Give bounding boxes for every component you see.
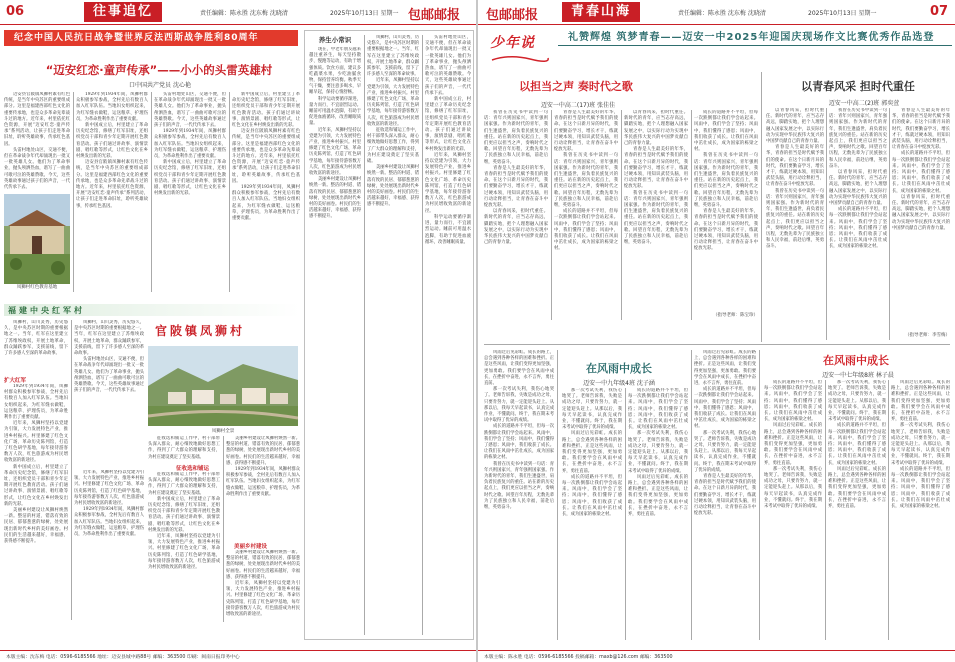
right-essay3-col1: 风雨过后见彩虹。成长的路上，总会遇到各种各样的困难和挫折。正是这些风雨，让我们变得更加坚强，更加勇敢。我们要学会在风雨中成长，在挫折中奋进，永不言弃，勇往直前。 那一次考试失利，我伤心地哭了。老师告诉我，失败是成功之母，只要肯努力，就一定能迎头赶上。从那以后，我每天早起读书，认真完成作业，不懂就问。终于，我在期末考试中取得了优异的成绩。 成长的道路并不平坦，但每一次跌倒都让我们学会站起来。风雨中，我们学会了坚持；风雨中，我们懂得了感恩；风雨中，我们收获了成长。让我们在风雨中茁壮成长，成为国家的栋梁之材。 我曾在历史书中读到一句话：青年兴则国家兴，青年强则国家强。作为新时代的青年，我们生逢盛世，肩负着民族复兴的重任。站在新的历史起点上，我们更应以担当之声，奏响时代之歌。回望百年历程，无数先辈为了民族独立和人民幸福，前赴后继，英勇奋斗。 bbox=[484, 350, 554, 511]
left-brand-logo: 包邮邮报 bbox=[408, 8, 461, 23]
left-footer: 本版主编：沈东梅 电话：0596-6185566 地址：迈安县城中路88号 邮编：363500 印刷：闽南日报印务中心 bbox=[0, 650, 477, 660]
right-essay4-col2: 那一次考试失利，我伤心地哭了。老师告诉我，失败是成功之母，只要肯努力，就一定能迎头赶上。从那以后，我每天早起读书，认真完成作业，不懂就问。终于，我在期末考试中取得了优异的成绩。 成长的道路并不平坦，但每一次跌倒都让我们学会站起来。风雨中，我们学会了坚持；风雨中，我们懂得了感恩；风雨中，我们收获了成长。让我们在风雨中茁壮成长，成为国家的栋梁之材。 风雨过后见彩虹。成长的路上，总会遇到各种各样的困难和挫折。正是这些风雨，让我们变得更加坚强，更加勇敢。我们要学会在风雨中成长，在挫折中奋进，永不言弃，勇往直前。 bbox=[828, 380, 886, 510]
left-sec2-col3: 征收选和铺运工作中，村干部带头深入群众，耐心细致地做好思想工作，得到了广大群众的理解和支持，为村庄建设奠定了坚实基础。 新中国成立后，村里建立了革命历史纪念馆，修缮了红军旧址，还组织党员干部和青少年定期开展红色教育活动。孩子们通过讲故事、演情景剧、唱红歌等形式，让红色文化在乡村焕发出新的光彩。 近年来，凤狮村坚持以党建为引领，大力发展特色产业，推进乡村振兴。村里修建了红色文化广场、革命历史陈列馆，打造了红色研学基地，每年接待游客数万人次，红色旅游成为村民增收致富的新途径。 bbox=[148, 472, 220, 571]
right-teacher1: （指导老师：陈宝珍） bbox=[713, 313, 758, 318]
right-essay2-col3: 青春是人生最美好的年华，青春的担当是时代赋予我们的使命。在这个日新月异的时代，我们要勤奋学习，增长才干，练就过硬本领，用知识武装头脑，用行动诠释担当，让青春在奋斗中绽放光彩。 成长的道路并不平坦，但每一次跌倒都让我们学会站起来。风雨中，我们学会了坚持；风雨中，我们懂得了感恩；风雨中，我们收获了成长。让我们在风雨中茁壮成长，成为国家的栋梁之材。 以青春风采，担时代重任。新时代的青年，应当志存高远，脚踏实地，把个人理想融入国家发展之中，以实际行动为实现中华民族伟大复兴的中国梦贡献自己的青春力量。 bbox=[892, 108, 950, 231]
left-sec2-col2-top: 凤狮村，山川灵秀，历史悠久，是中央苏区时期的重要根据地之一。当年，红军在这里建立了苏维埃政权，开展土地革命，群众踊跃参军，支援前线，留下了许多感人至深的革命故事。 头雷村地处山区，交通不便，但在革命战争年代却涌现出一批又一批英雄儿女。他们为了革命事业，抛头颅洒热血，谱写了一曲曲可歌可泣的英雄赞歌。今天，这些英雄故事通过孩子们的声音，一代代传承下去。 bbox=[74, 320, 144, 394]
right-teacher2: （指导老师：李雪梅） bbox=[905, 333, 950, 338]
left-page-number: 06 bbox=[6, 4, 25, 19]
left-sidebar-text2: 凤狮村，山川灵秀，历史悠久，是中央苏区时期的重要根据地之一。当年，红军在这里建立了苏维埃政权，开展土地革命，群众踊跃参军，支援前线，留下了许多感人至深的革命故事。 近年来，凤狮村坚持以党建为引领，大力发展特色产业，推进乡村振兴。村里修建了红色文化广场、革命历史陈列馆，打造了红色研学基地，每年接待游客数万人次，红色旅游成为村民增收致富的新途径。 征收选和铺运工作中，村干部带头深入群众，耐心细致地做好思想工作，得到了广大群众的理解和支持，为村庄建设奠定了坚实基础。 美丽乡村建设让凤狮村焕然一新。整洁的村道、错落有致的民居、郁郁葱葱的绿树，处处展现出新时代乡村的美好画卷。村民们的生活越来越好，幸福感、获得感不断提升。 bbox=[367, 35, 419, 208]
left-main-headline: “迈安红恋·童声传承”——小小的头雷英雄村 bbox=[45, 63, 273, 77]
left-photo2-caption: 凤狮村全景 bbox=[211, 429, 235, 434]
left-sec2-col2-bottom: 近年来，凤狮村坚持以党建为引领，大力发展特色产业，推进乡村振兴。村里修建了红色文化广场、革命历史陈列馆，打造了红色研学基地，每年接待游客数万人次，红色旅游成为村民增收致富的新途径。 1929年到1934年间，凤狮村群众积极参军参战，全村先后有数百人加入红军队伍。当地妇女组织起来，为红军缝衣做鞋、运送粮草、护理伤员，为革命胜利作出了重要贡献。 bbox=[74, 470, 144, 538]
left-anniversary-band: 纪念中国人民抗日战争暨世界反法西斯战争胜利80周年 bbox=[4, 30, 298, 46]
youth-logo bbox=[490, 30, 550, 70]
right-essay4-col3: 风雨过后见彩虹。成长的路上，总会遇到各种各样的困难和挫折。正是这些风雨，让我们变得更加坚强，更加勇敢。我们要学会在风雨中成长，在挫折中奋进，永不言弃，勇往直前。 那一次考试失利，我伤心地哭了。老师告诉我，失败是成功之母，只要肯努力，就一定能迎头赶上。从那以后，我每天早起读书，认真完成作业，不懂就问。终于，我在期末考试中取得了优异的成绩。 成长的道路并不平坦，但每一次跌倒都让我们学会站起来。风雨中，我们学会了坚持；风雨中，我们懂得了感恩；风雨中，我们收获了成长。让我们在风雨中茁壮成长，成为国家的栋梁之材。 bbox=[891, 380, 950, 510]
right-essay3-title: 在风雨中成长 bbox=[586, 362, 652, 375]
left-text-col3: 头雷村地处山区，交通不便，但在革命战争年代却涌现出一批又一批英雄儿女。他们为了革命事业，抛头颅洒热血，谱写了一曲曲可歌可泣的英雄赞歌。今天，这些英雄故事通过孩子们的声音，一代代传承下去。 1929年到1934年间，凤狮村群众积极参军参战，全村先后有数百人加入红军队伍。当地妇女组织起来，为红军缝衣做鞋、运送粮草、护理伤员，为革命胜利作出了重要贡献。 新中国成立后，村里建立了革命历史纪念馆，修缮了红军旧址，还组织党员干部和青少年定期开展红色教育活动。孩子们通过讲故事、演情景剧、唱红歌等形式，让红色文化在乡村焕发出新的光彩。 bbox=[154, 92, 226, 197]
left-subhead-collection: 征收选和铺运 bbox=[176, 466, 210, 472]
left-text-col2: 1929年到1934年间，凤狮村群众积极参军参战，全村先后有数百人加入红军队伍。当地妇女组织起来，为红军缝衣做鞋、运送粮草、护理伤员，为革命胜利作出了重要贡献。 新中国成立后，村里建立了革命历史纪念馆，修缮了红军旧址，还组织党员干部和青少年定期开展红色教育活动。孩子们通过讲故事、演情景剧、唱红歌等形式，让红色文化在乡村焕发出新的光彩。 迈安县官陂镇凤狮村素有红色传统，是当年中央苏区的重要组成部分。这里是福建西部红色文化的重要传承地，也是众多革命先辈战斗过的地方。近年来，村里依托红色资源，开展“迈安红恋·童声传承”系列活动，让孩子们走进革命旧址，聆听英雄故事，传承红色基因。 bbox=[76, 92, 148, 209]
right-essay4-byline: 迈安一中七年级8班 林子晨 bbox=[822, 372, 894, 379]
right-essay2-title: 以青春风采 担时代重任 bbox=[801, 80, 915, 93]
right-editors: 责任编辑：陈永胜 沈东梅 沈晓清 bbox=[678, 10, 766, 17]
left-sec2-col4: 美丽乡村建设让凤狮村焕然一新。整洁的村道、错落有致的民居、郁郁葱葱的绿树，处处展现出新时代乡村的美好画卷。村民们的生活越来越好，幸福感、获得感不断提升。 近年来，凤狮村坚持以党建为引领，大力发展特色产业，推进乡村振兴。村里修建了红色文化广场、革命历史陈列馆，打造了红色研学基地，每年接待游客数万人次，红色旅游成为村民增收致富的新途径。 bbox=[226, 550, 300, 618]
right-essay1-title: 以担当之声 奏时代之歌 bbox=[519, 80, 633, 93]
right-essay3-col2: 那一次考试失利，我伤心地哭了。老师告诉我，失败是成功之母，只要肯努力，就一定能迎头赶上。从那以后，我每天早起读书，认真完成作业，不懂就问。终于，我在期末考试中取得了优异的成绩。 风雨过后见彩虹。成长的路上，总会遇到各种各样的困难和挫折。正是这些风雨，让我们变得更加坚强，更加勇敢。我们要学会在风雨中成长，在挫折中奋进，永不言弃，勇往直前。 成长的道路并不平坦，但每一次跌倒都让我们学会站起来。风雨中，我们学会了坚持；风雨中，我们懂得了感恩；风雨中，我们收获了成长。让我们在风雨中茁壮成长，成为国家的栋梁之材。 bbox=[562, 388, 622, 518]
left-headline-fengshi: 官陂镇凤狮村 bbox=[154, 324, 245, 338]
right-brand-logo: 包邮邮报 bbox=[486, 8, 539, 23]
left-sec2-col4-top: 美丽乡村建设让凤狮村焕然一新。整洁的村道、错落有致的民居、郁郁葱葱的绿树，处处展现出新时代乡村的美好画卷。村民们的生活越来越好，幸福感、获得感不断提升。 1929年到1934年间，凤狮村群众积极参军参战，全村先后有数百人加入红军队伍。当地妇女组织起来，为红军缝衣做鞋、运送粮草、护理伤员，为革命胜利作出了重要贡献。 bbox=[226, 436, 300, 497]
right-masthead bbox=[478, 2, 955, 26]
left-sidebar-title: 养生小常识 bbox=[318, 36, 352, 44]
youth-logo-text: 少年说 bbox=[490, 35, 535, 51]
left-text-col4: 新中国成立后，村里建立了革命历史纪念馆，修缮了红军旧址，还组织党员干部和青少年定期开展红色教育活动。孩子们通过讲故事、演情景剧、唱红歌等形式，让红色文化在乡村焕发出新的光彩。 迈安县官陂镇凤狮村素有红色传统，是当年中央苏区的重要组成部分。这里是福建西部红色文化的重要传承地，也是众多革命先辈战斗过的地方。近年来，村里依托红色资源，开展“迈安红恋·童声传承”系列活动，让孩子们走进革命旧址，聆听英雄故事，传承红色基因。 1929年到1934年间，凤狮村群众积极参军参战，全村先后有数百人加入红军队伍。当地妇女组织起来，为红军缝衣做鞋、运送粮草、护理伤员，为革命胜利作出了重要贡献。 bbox=[232, 92, 300, 222]
left-masthead bbox=[0, 2, 477, 26]
left-photo1-caption: 凤狮村红色教育基地 bbox=[16, 285, 58, 290]
left-sidebar-health-tips bbox=[304, 30, 474, 640]
right-essay1-col3: 以青春风采，担时代重任。新时代的青年，应当志存高远，脚踏实地，把个人理想融入国家发展之中，以实际行动为实现中华民族伟大复兴的中国梦贡献自己的青春力量。 青春是人生最美好的年华，青春的担当是时代赋予我们的使命。在这个日新月异的时代，我们要勤奋学习，增长才干，练就过硬本领，用知识武装头脑，用行动诠释担当，让青春在奋斗中绽放光彩。 我曾在历史书中读到一句话：青年兴则国家兴，青年强则国家强。作为新时代的青年，我们生逢盛世，肩负着民族复兴的重任。站在新的历史起点上，我们更应以担当之声，奏响时代之歌。回望百年历程，无数先辈为了民族独立和人民幸福，前赴后继，英勇奋斗。 bbox=[624, 110, 688, 246]
right-essay1-col4: 成长的道路并不平坦，但每一次跌倒都让我们学会站起来。风雨中，我们学会了坚持；风雨中，我们懂得了感恩；风雨中，我们收获了成长。让我们在风雨中茁壮成长，成为国家的栋梁之材。 我曾在历史书中读到一句话：青年兴则国家兴，青年强则国家强。作为新时代的青年，我们生逢盛世，肩负着民族复兴的重任。站在新的历史起点上，我们更应以担当之声，奏响时代之歌。回望百年历程，无数先辈为了民族独立和人民幸福，前赴后继，英勇奋斗。 青春是人生最美好的年华，青春的担当是时代赋予我们的使命。在这个日新月异的时代，我们要勤奋学习，增长才干，练就过硬本领，用知识武装头脑，用行动诠释担当，让青春在奋斗中绽放光彩。 bbox=[694, 110, 758, 252]
left-editors: 责任编辑：陈永胜 沈东梅 沈晓清 bbox=[200, 10, 288, 17]
left-sidebar-text1: 现在，中老年朋友越来越注重养生，每天坚持散步、慢跑等运动，有助于增强体质。饮食方面，建议多吃蔬菜水果，少吃油腻食物，保持营养均衡。秋季天气干燥，要注意多喝水，早睡早起，保持心情舒畅。 科学运动要循序渐进，量力而行，不宜剧烈运动。睡前可用温水泡脚，有助于促进血液循环，改善睡眠质量。 近年来，凤狮村坚持以党建为引领，大力发展特色产业，推进乡村振兴。村里修建了红色文化广场、革命历史陈列馆，打造了红色研学基地，每年接待游客数万人次，红色旅游成为村民增收致富的新途径。 美丽乡村建设让凤狮村焕然一新。整洁的村道、错落有致的民居、郁郁葱葱的绿树，处处展现出新时代乡村的美好画卷。村民们的生活越来越好，幸福感、获得感不断提升。 bbox=[309, 47, 361, 220]
left-sec2-col1: 1929年到1934年间，凤狮村群众积极参军参战，全村先后有数百人加入红军队伍。当地妇女组织起来，为红军缝衣做鞋、运送粮草、护理伤员，为革命胜利作出了重要贡献。 近年来，凤狮村坚持以党建为引领，大力发展特色产业，推进乡村振兴。村里修建了红色文化广场、革命历史陈列馆，打造了红色研学基地，每年接待游客数万人次，红色旅游成为村民增收致富的新途径。 新中国成立后，村里建立了革命历史纪念馆，修缮了红军旧址，还组织党员干部和青少年定期开展红色教育活动。孩子们通过讲故事、演情景剧、唱红歌等形式，让红色文化在乡村焕发出新的光彩。 美丽乡村建设让凤狮村焕然一新。整洁的村道、错落有致的民居、郁郁葱葱的绿树，处处展现出新时代乡村的美好画卷。村民们的生活越来越好，幸福感、获得感不断提升。 bbox=[4, 384, 68, 545]
right-essay4-col1: 成长的道路并不平坦，但每一次跌倒都让我们学会站起来。风雨中，我们学会了坚持；风雨中，我们懂得了感恩；风雨中，我们收获了成长。让我们在风雨中茁壮成长，成为国家的栋梁之材。 风雨过后见彩虹。成长的路上，总会遇到各种各样的困难和挫折。正是这些风雨，让我们变得更加坚强，更加勇敢。我们要学会在风雨中成长，在挫折中奋进，永不言弃，勇往直前。 那一次考试失利，我伤心地哭了。老师告诉我，失败是成功之母，只要肯努力，就一定能迎头赶上。从那以后，我每天早起读书，认真完成作业，不懂就问。终于，我在期末考试中取得了优异的成绩。 bbox=[764, 380, 822, 510]
left-sidebar-text3: 头雷村地处山区，交通不便，但在革命战争年代却涌现出一批又一批英雄儿女。他们为了革命事业，抛头颅洒热血，谱写了一曲曲可歌可泣的英雄赞歌。今天，这些英雄故事通过孩子们的声音，一代代传承下去。 新中国成立后，村里建立了革命历史纪念馆，修缮了红军旧址，还组织党员干部和青少年定期开展红色教育活动。孩子们通过讲故事、演情景剧、唱红歌等形式，让红色文化在乡村焕发出新的光彩。 近年来，凤狮村坚持以党建为引领，大力发展特色产业，推进乡村振兴。村里修建了红色文化广场、革命历史陈列馆，打造了红色研学基地，每年接待游客数万人次，红色旅游成为村民增收致富的新途径。 科学运动要循序渐进，量力而行，不宜剧烈运动。睡前可用温水泡脚，有助于促进血液循环，改善睡眠质量。 bbox=[425, 35, 471, 245]
right-page-number: 07 bbox=[930, 4, 949, 19]
left-page bbox=[0, 0, 477, 662]
left-main-byline: 口中国共产党员 沈心艳 bbox=[129, 82, 191, 89]
left-text-col1: 迈安县官陂镇凤狮村素有红色传统，是当年中央苏区的重要组成部分。这里是福建西部红色文化的重要传承地，也是众多革命先辈战斗过的地方。近年来，村里依托红色资源，开展“迈安红恋·童声传承”系列活动，让孩子们走进革命旧址，聆听英雄故事，传承红色基因。 头雷村地处山区，交通不便，但在革命战争年代却涌现出一批又一批英雄儿女。他们为了革命事业，抛头颅洒热血，谱写了一曲曲可歌可泣的英雄赞歌。今天，这些英雄故事通过孩子们的声音，一代代传承下去。 bbox=[4, 92, 70, 191]
left-sec2-col3-top: 征收选和铺运工作中，村干部带头深入群众，耐心细致地做好思想工作，得到了广大群众的理解和支持，为村庄建设奠定了坚实基础。 bbox=[148, 436, 220, 460]
right-essay1-col2: 青春是人生最美好的年华，青春的担当是时代赋予我们的使命。在这个日新月异的时代，我们要勤奋学习，增长才干，练就过硬本领，用知识武装头脑，用行动诠释担当，让青春在奋斗中绽放光彩。 我曾在历史书中读到一句话：青年兴则国家兴，青年强则国家强。作为新时代的青年，我们生逢盛世，肩负着民族复兴的重任。站在新的历史起点上，我们更应以担当之声，奏响时代之歌。回望百年历程，无数先辈为了民族独立和人民幸福，前赴后继，英勇奋斗。 成长的道路并不平坦，但每一次跌倒都让我们学会站起来。风雨中，我们学会了坚持；风雨中，我们懂得了感恩；风雨中，我们收获了成长。让我们在风雨中茁壮成长，成为国家的栋梁之材。 bbox=[554, 110, 618, 252]
right-essay3-col3: 成长的道路并不平坦，但每一次跌倒都让我们学会站起来。风雨中，我们学会了坚持；风雨中，我们懂得了感恩；风雨中，我们收获了成长。让我们在风雨中茁壮成长，成为国家的栋梁之材。 那一次考试失利，我伤心地哭了。老师告诉我，失败是成功之母，只要肯努力，就一定能迎头赶上。从那以后，我每天早起读书，认真完成作业，不懂就问。终于，我在期末考试中取得了优异的成绩。 风雨过后见彩虹。成长的路上，总会遇到各种各样的困难和挫折。正是这些风雨，让我们变得更加坚强，更加勇敢。我们要学会在风雨中成长，在挫折中奋进，永不言弃，勇往直前。 bbox=[628, 388, 688, 518]
right-essay3-byline: 迈安一中九年级4班 沈子涵 bbox=[583, 380, 655, 387]
right-essay2-byline: 迈安一中高二(2)班 郭奕萱 bbox=[828, 100, 900, 107]
left-photo-village bbox=[148, 346, 298, 426]
right-date: 2025年10月13日 星期一 bbox=[808, 10, 877, 17]
right-footer: 本版主编：陈永胜 电话：0596-6185566 投稿邮箱：maxb@126.com 邮编：363500 bbox=[478, 650, 955, 660]
left-section-pillar: 往事追忆 bbox=[84, 2, 162, 22]
left-section2-tag: 福建中央红军村 bbox=[8, 306, 85, 315]
left-photo-red-base bbox=[4, 194, 70, 284]
right-section-pillar: 青春山海 bbox=[562, 2, 640, 22]
right-contest-band: 礼赞辉煌 筑梦青春——迈安一中2025年迎国庆现场作文比赛优秀作品选登 bbox=[558, 30, 952, 46]
left-subhead-expand-army: 扩大红军 bbox=[4, 378, 27, 384]
right-essay4-title: 在风雨中成长 bbox=[823, 354, 889, 367]
right-page bbox=[478, 0, 955, 662]
right-essay2-col1: 以青春风采，担时代重任。新时代的青年，应当志存高远，脚踏实地，把个人理想融入国家发展之中，以实际行动为实现中华民族伟大复兴的中国梦贡献自己的青春力量。 青春是人生最美好的年华，青春的担当是时代赋予我们的使命。在这个日新月异的时代，我们要勤奋学习，增长才干，练就过硬本领，用知识武装头脑，用行动诠释担当，让青春在奋斗中绽放光彩。 我曾在历史书中读到一句话：青年兴则国家兴，青年强则国家强。作为新时代的青年，我们生逢盛世，肩负着民族复兴的重任。站在新的历史起点上，我们更应以担当之声，奏响时代之歌。回望百年历程，无数先辈为了民族独立和人民幸福，前赴后继，英勇奋斗。 bbox=[766, 108, 824, 250]
right-essay1-byline: 迈安一中高二(17)班 张佳佳 bbox=[540, 102, 616, 109]
left-sec2-col1-top: 凤狮村，山川灵秀，历史悠久，是中央苏区时期的重要根据地之一。当年，红军在这里建立了苏维埃政权，开展土地革命，群众踊跃参军，支援前线，留下了许多感人至深的革命故事。 bbox=[4, 320, 68, 357]
right-essay2-col2: 我曾在历史书中读到一句话：青年兴则国家兴，青年强则国家强。作为新时代的青年，我们生逢盛世，肩负着民族复兴的重任。站在新的历史起点上，我们更应以担当之声，奏响时代之歌。回望百年历程，无数先辈为了民族独立和人民幸福，前赴后继，英勇奋斗。 以青春风采，担时代重任。新时代的青年，应当志存高远，脚踏实地，把个人理想融入国家发展之中，以实际行动为实现中华民族伟大复兴的中国梦贡献自己的青春力量。 成长的道路并不平坦，但每一次跌倒都让我们学会站起来。风雨中，我们学会了坚持；风雨中，我们懂得了感恩；风雨中，我们收获了成长。让我们在风雨中茁壮成长，成为国家的栋梁之材。 bbox=[829, 108, 887, 250]
right-essay3-col4: 风雨过后见彩虹。成长的路上，总会遇到各种各样的困难和挫折。正是这些风雨，让我们变得更加坚强，更加勇敢。我们要学会在风雨中成长，在挫折中奋进，永不言弃，勇往直前。 成长的道路并不平坦，但每一次跌倒都让我们学会站起来。风雨中，我们学会了坚持；风雨中，我们懂得了感恩；风雨中，我们收获了成长。让我们在风雨中茁壮成长，成为国家的栋梁之材。 那一次考试失利，我伤心地哭了。老师告诉我，失败是成功之母，只要肯努力，就一定能迎头赶上。从那以后，我每天早起读书，认真完成作业，不懂就问。终于，我在期末考试中取得了优异的成绩。 青春是人生最美好的年华，青春的担当是时代赋予我们的使命。在这个日新月异的时代，我们要勤奋学习，增长才干，练就过硬本领，用知识武装头脑，用行动诠释担当，让青春在奋斗中绽放光彩。 bbox=[694, 350, 756, 517]
left-date: 2025年10月13日 星期一 bbox=[330, 10, 399, 17]
left-subhead-beautiful-village: 美丽乡村建设 bbox=[234, 544, 268, 550]
right-essay1-col1: 我曾在历史书中读到一句话：青年兴则国家兴，青年强则国家强。作为新时代的青年，我们生逢盛世，肩负着民族复兴的重任。站在新的历史起点上，我们更应以担当之声，奏响时代之歌。回望百年历程，无数先辈为了民族独立和人民幸福，前赴后继，英勇奋斗。 青春是人生最美好的年华，青春的担当是时代赋予我们的使命。在这个日新月异的时代，我们要勤奋学习，增长才干，练就过硬本领，用知识武装头脑，用行动诠释担当，让青春在奋斗中绽放光彩。 以青春风采，担时代重任。新时代的青年，应当志存高远，脚踏实地，把个人理想融入国家发展之中，以实际行动为实现中华民族伟大复兴的中国梦贡献自己的青春力量。 bbox=[484, 110, 548, 246]
